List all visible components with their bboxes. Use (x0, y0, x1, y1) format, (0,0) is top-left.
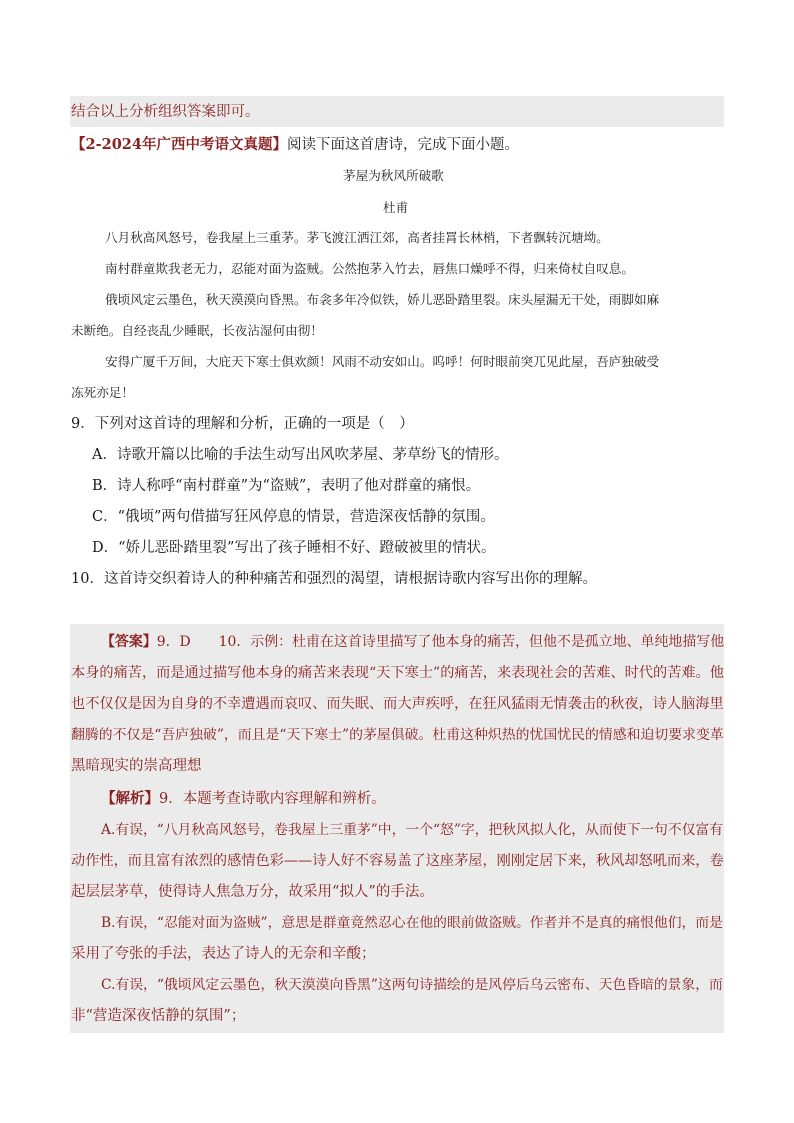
header-tag-open: 【 (71, 136, 86, 153)
poem-line: 未断绝。自经丧乱少睡眠，长夜沾湿何由彻！ (71, 323, 323, 338)
poem-title: 茅屋为秋风所破歌 (343, 168, 444, 183)
poem-author: 杜甫 (383, 200, 409, 215)
analysis-line: B.有误，“忍能对面为盗贼”，意思是群童竟然忍心在他的眼前做盗贼。作者并不是真的痛恨他们，而是 (101, 915, 723, 931)
option-c: C．“俄顷”两句借描写狂风停息的情景，营造深夜恬静的氛围。 (92, 509, 495, 525)
question-9: 9．下列对这首诗的理解和分析，正确的一项是（ ） (71, 416, 414, 432)
analysis-line: A.有误，“八月秋高风怒号，卷我屋上三重茅”中，一个“怒”字，把秋风拟人化，从而使下一句不仅富有 (101, 822, 724, 838)
poem-line: 安得广厦千万间，大庇天下寒士俱欢颜！风雨不动安如山。呜呼！何时眼前突兀见此屋，吾庐独破受 (105, 354, 660, 369)
answer-tag: 【答案】 (101, 634, 157, 650)
question-header (71, 135, 519, 155)
answer-line: 也不仅仅是因为自身的不幸遭遇而哀叹、而失眠、而大声疾呼，在狂风猛雨无情袭击的秋夜，诗人脑海里 (71, 696, 724, 712)
analysis-intro-line (101, 789, 386, 809)
analysis-line: C.有误，“俄顷风定云墨色，秋天漠漠向昏黑”这两句诗描绘的是风停后乌云密布、天色昏暗的景象，而 (101, 977, 723, 993)
poem-line: 南村群童欺我老无力，忍能对面为盗贼。公然抱茅入竹去，唇焦口燥呼不得，归来倚杖自叹息。 (105, 261, 634, 276)
analysis-line: 非“营造深夜恬静的氛围”； (71, 1008, 246, 1024)
analysis-intro: 9．本题考查诗歌内容理解和辨析。 (159, 791, 386, 807)
analysis-line: 动作性，而且富有浓烈的感情色彩——诗人好不容易盖了这座茅屋，刚刚定居下来，秋风却怒吼而来，卷 (71, 853, 724, 869)
answer-line: 本身的痛苦，而是通过描写他本身的痛苦来表现“天下寒士”的痛苦，来表现社会的苦难、时代的苦难。他 (71, 665, 724, 681)
top-note: 结合以上分析组织答案即可。 (71, 104, 260, 120)
analysis-line: 起层层茅草，使得诗人焦急万分，故采用“拟人”的手法。 (71, 884, 434, 900)
header-tag-close: 】 (272, 136, 287, 153)
question-10: 10．这首诗交织着诗人的种种痛苦和强烈的渴望，请根据诗歌内容写出你的理解。 (71, 571, 597, 587)
poem-line: 八月秋高风怒号，卷我屋上三重茅。茅飞渡江洒江郊，高者挂罥长林梢，下者飘转沉塘坳。 (105, 230, 609, 245)
poem-line: 冻死亦足！ (71, 385, 134, 400)
answer-line: 翻腾的不仅是“吾庐独破”，而且是“天下寒士”的茅屋俱破。杜甫这种炽热的忧国忧民的情感和迫切要求变革 (71, 727, 724, 743)
analysis-tag: 【解析】 (101, 790, 159, 807)
answer-text: 9．D 10．示例：杜甫在这首诗里描写了他本身的痛苦，但他不是孤立地、单纯地描写他 (156, 634, 725, 650)
option-a: A．诗歌开篇以比喻的手法生动写出风吹茅屋、茅草纷飞的情形。 (92, 447, 509, 463)
header-instruction: 阅读下面这首唐诗，完成下面小题。 (286, 137, 519, 153)
poem-line: 俄顷风定云墨色，秋天漠漠向昏黑。布衾多年冷似铁，娇儿恶卧踏里裂。床头屋漏无干处，雨脚如麻 (105, 292, 660, 307)
option-d: D．“娇儿恶卧踏里裂”写出了孩子睡相不好、蹬破被里的情状。 (92, 540, 496, 556)
header-tag-label: 2-2024年广西中考语文真题 (85, 136, 273, 153)
answer-line: 黑暗现实的崇高理想 (71, 758, 202, 774)
option-b: B．诗人称呼“南村群童”为“盗贼”，表明了他对群童的痛恨。 (92, 478, 481, 494)
answer-line (101, 632, 724, 652)
analysis-line: 采用了夸张的手法，表达了诗人的无奈和辛酸； (71, 946, 376, 962)
